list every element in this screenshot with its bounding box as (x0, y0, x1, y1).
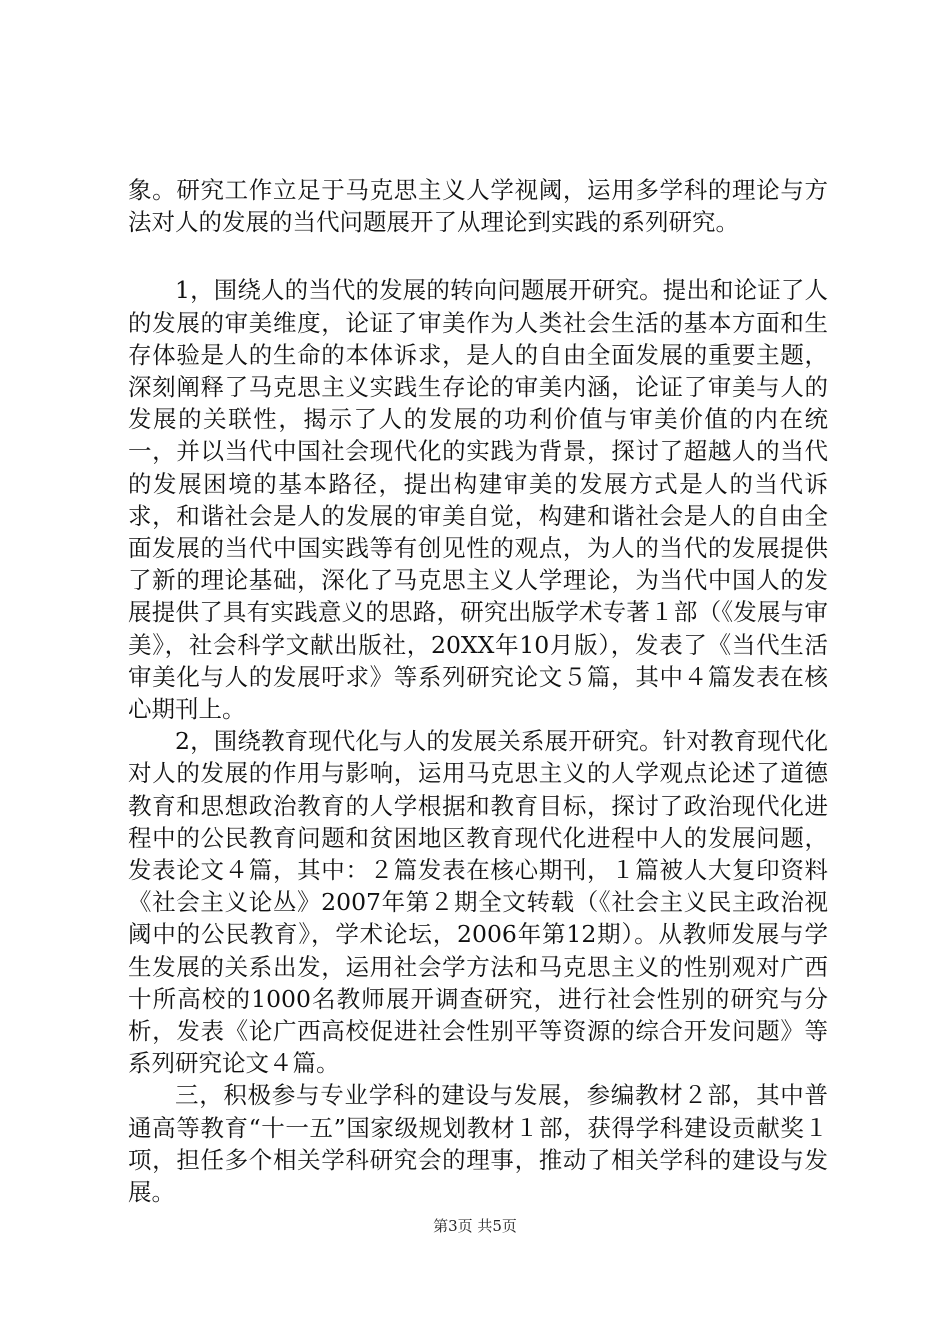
document-body (128, 174, 828, 1208)
page-number-footer: 第3页 共5页 (433, 1217, 517, 1235)
paragraph-continuation: 象。研究工作立足于马克思主义人学视阈，运用多学科的理论与方法对人的发展的当代问题展开了从理论到实践的系列研究。 (128, 176, 828, 237)
paragraph-item-1: 1，围绕人的当代的发展的转向问题展开研究。提出和论证了人的发展的审美维度，论证了审美作为人类社会生活的基本方面和生存体验是人的生命的本体诉求，是人的自由全面发展的重要主题，深刻阐释了马克思主义实践生存论的审美内涵，论证了审美与人的发展的关联性，揭示了人的发展的功利价值与审美价值的内在统一，并以当代中国社会现代化的实践为背景，探讨了超越人的当代的发展困境的基本路径，提出构建审美的发展方式是人的当代诉求，和谐社会是人的发展的审美自觉，构建和谐社会是人的自由全面发展的当代中国实践等有创见性的观点，为人的当代的发展提供了新的理论基础，深化了马克思主义人学理论，为当代中国人的发展提供了具有实践意义的思路，研究出版学术专著１部（《发展与审美》，社会科学文献出版社，20XX年10月版），发表了《当代生活审美化与人的发展吁求》等系列研究论文５篇，其中４篇发表在核心期刊上。 (128, 276, 828, 724)
paragraph-section-3: 三，积极参与专业学科的建设与发展，参编教材２部，其中普通高等教育“十一五”国家级规划教材１部，获得学科建设贡献奖１项，担任多个相关学科研究会的理事，推动了相关学科的建设与发展。 (128, 1081, 828, 1207)
paragraph-item-2: 2，围绕教育现代化与人的发展关系展开研究。针对教育现代化对人的发展的作用与影响，运用马克思主义的人学观点论述了道德教育和思想政治教育的人学根据和教育目标，探讨了政治现代化进程中的公民教育问题和贫困地区教育现代化进程中人的发展问题，发表论文４篇，其中：２篇发表在核心期刊，１篇被人大复印资料《社会主义论丛》2007年第２期全文转载（《社会主义民主政治视阈中的公民教育》，学术论坛，2006年第12期）。从教师发展与学生发展的关系出发，运用社会学方法和马克思主义的性别观对广西十所高校的1000名教师展开调查研究，进行社会性别的研究与分析，发表《论广西高校促进社会性别平等资源的综合开发问题》等系列研究论文４篇。 (128, 727, 828, 1078)
